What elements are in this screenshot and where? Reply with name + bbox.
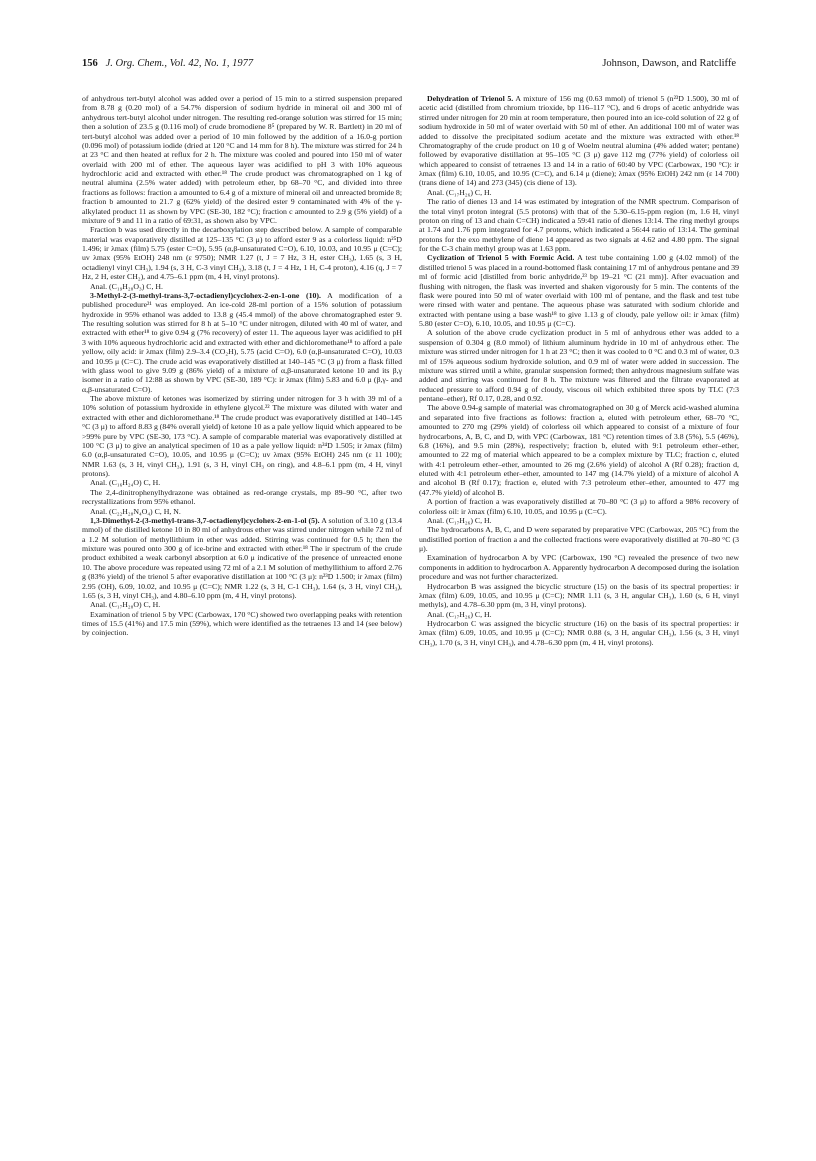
header-authors: Johnson, Dawson, and Ratcliffe [602,58,736,69]
paragraph-text: Hydrocarbon B was assigned the bicyclic structure (15) on the basis of its spectral properties: ir λmax (film) 6.09, 10.05, and 10.95 μ (C=C); NMR 1.11 (s, 3 H, angular CH₃), 1.60 (s, 6 H, vinyl methyls), and 4.78–6.30 ppm (m, 3 H, vinyl protons). [419,581,739,610]
paragraph [419,553,739,581]
paragraph-text: Examination of trienol 5 by VPC (Carbowax, 170 °C) showed two overlapping peaks with retention times of 15.5 (41%) and 17.5 min (59%), which were identified as the tetraenes 13 and 14 (see below) by coinjection. [82,609,402,638]
paragraph-text: Anal. (C₁₇H₂₆) C, H. [427,187,492,197]
paragraph [82,507,402,516]
paragraph-text: Fraction b was used directly in the decarboxylation step described below. A sample of comparable material was evaporatively distilled at 125–135 °C (3 μ) to afford ester 9 as a colorless liquid: n²⁵D 1.496; ir λmax (film) 5.75 (ester C=O), 5.95 (α,β-unsaturated C=O), 6.10, 10.03, and 10.95 μ (C=C); uv λmax (95% EtOH) 248 nm (ε 9750); NMR 1.27 (t, J = 7 Hz, 3 H, ester CH₃), 1.65 (s, 3 H, octadienyl vinyl CH₃), 1.94 (s, 3 H, C-3 vinyl CH₃), 3.18 (t, J = 4 Hz, 1 H, C-4 proton), 4.16 (q, J = 7 Hz, 2 H, ester CH₂), and 4.75–6.1 ppm (m, 4 H, vinyl protons). [82,225,402,282]
paragraph-text: of anhydrous tert-butyl alcohol was added over a period of 15 min to a stirred suspension prepared from 8.78 g (0.20 mol) of a 54.7% dispersion of sodium hydride in mineral oil and 300 ml of anhydrous tert-butyl alcohol under nitrogen. The resulting red-orange solution was stirred for 15 min; then a solution of 23.5 g (0.116 mol) of crude bromodiene 8⁵ (prepared by W. R. Bartlett) in 20 ml of tert-butyl alcohol was added over a period of 10 min followed by the addition of a 16.0-g portion (0.096 mol) of potassium iodide (dried at 120 °C and 14 mm for 8 h). The mixture was stirred for 24 h at 23 °C and then heated at reflux for 2 h. The mixture was cooled and poured into 150 ml of water overlaid with 200 ml of ether. The aqueous layer was acidified to pH 3 with 10% aqueous hydrochloric acid and extracted with ether.¹⁸ The crude product was chromatographed on 1 kg of neutral alumina (2.5% water added) with petroleum ether, bp 68–70 °C, and divided into three fractions as follows: fraction a amounted to 6.4 g of a mixture of mineral oil and unreacted bromide 8; fraction b amounted to 21.7 g (62% yield) of the desired ester 9 contaminated with 4% of the γ-alkylated product 11 as shown by VPC (SE-30, 182 °C); fraction c amounted to 2.9 g (5% yield) of a mixture of 9 and 11 in a ratio of 69:31, as shown also by VPC. [82,94,402,225]
paragraph [419,516,739,525]
paragraph-text: Anal. (C₁₉H₂₈O₃) C, H. [90,281,163,291]
paragraph [419,403,739,497]
paragraph [82,610,402,638]
paragraph [419,619,739,647]
paragraph [419,328,739,403]
paragraph-text: A modification of a published procedure²¹ was employed. An ice-cold 28-ml portion of a 15% solution of potassium hydroxide in 95% ethanol was added to 13.8 g (45.4 mmol) of the above chromatographed ester 9. The resulting solution was stirred for 8 h at 5–10 °C under nitrogen, diluted with 40 ml of water, and extracted with ether¹⁸ to give 0.94 g (7% recovery) of ester 11. The aqueous layer was acidified to pH 3 with 10% aqueous hydrochloric acid and extracted with ether and dichloromethane¹⁸ to afford a pale yellow, oily acid: ir λmax (film) 2.9–3.4 (CO₂H), 5.75 (acid C=O), 6.0 (α,β-unsaturated C=O), 10.03 and 10.95 μ (C=C). The crude acid was evaporatively distilled at 140–145 °C (3 μ) from a flask filled with glass wool to give 9.09 g (86% yield) of a mixture of α,β-unsaturated ketone 10 and its β,γ isomer in a ratio of 12:88 as shown by VPC (SE-30, 189 °C): ir λmax (film) 5.83 and 6.0 μ (β,γ- and α,β-unsaturated C=O). [82,290,402,394]
paragraph-text: A solution of the above crude cyclization product in 5 ml of anhydrous ether was added to a suspension of 0.304 g (8.0 mmol) of lithium aluminum hydride in 10 ml of anhydrous ether. The mixture was stirred under nitrogen for 1 h at 23 °C; then it was cooled to 0 °C and 0.3 ml of water, 0.3 ml of 15% aqueous sodium hydroxide solution, and 0.9 ml of water were added in succession. The mixture was stirred until a white, granular suspension formed; then anhydrous magnesium sulfate was added and stirring was continued for 8 h. The mixture was filtered and the filtrate evaporated at reduced pressure to afford 0.94 g of cloudy, viscous oil which exhibited three spots by TLC (7:3 pentane–ether), Rf 0.17, 0.28, and 0.92. [419,328,739,403]
journal-citation: J. Org. Chem., Vol. 42, No. 1, 1977 [105,58,254,69]
paragraph-text: Anal. (C₁₇H₂₆) C, H. [427,609,492,619]
section-heading: Dehydration of Trienol 5. [427,94,514,103]
paragraph [419,188,739,197]
paragraph [82,516,402,600]
paragraph [82,94,402,225]
paragraph [419,497,739,516]
paragraph [419,582,739,610]
paragraph-text: The above mixture of ketones was isomerized by stirring under nitrogen for 3 h with 39 ml of a 10% solution of potassium hydroxide in ethylene glycol.²² The mixture was diluted with water and extracted with ether and dichloromethane.¹⁸ The crude product was evaporatively distilled at 140–145 °C (3 μ) to afford 8.83 g (84% overall yield) of ketone 10 as a pale yellow liquid which appeared to be >99% pure by VPC (SE-30, 173 °C). A sample of comparable material was evaporatively distilled at 100 °C (3 μ) to give an analytical specimen of 10 as a pale yellow liquid: n²⁴D 1.505; ir λmax (film) 6.0 (α,β-unsaturated C=O), 10.05, and 10.95 μ (C=C); uv λmax (95% EtOH) 245 nm (ε 11 100); NMR 1.63 (s, 3 H, vinyl CH₃), 1.91 (s, 3 H, vinyl CH₃ on ring), and 4.8–6.1 ppm (m, 4 H, vinyl protons). [82,394,402,478]
paragraph [82,225,402,281]
section-heading: 3-Methyl-2-(3-methyl-trans-3,7-octadienyl)cyclohex-2-en-1-one (10). [90,290,321,300]
paragraph-text: Hydrocarbon C was assigned the bicyclic structure (16) on the basis of its spectral properties: ir λmax (film) 6.09, 10.05, and 10.95 μ (C=C); NMR 0.88 (s, 3 H, angular CH₃), 1.56 (s, 3 H, vinyl CH₃), 1.70 (s, 3 H, vinyl CH₃), and 4.78–6.30 ppm (m, 4 H, vinyl protons). [419,619,739,647]
paragraph-text: A test tube containing 1.00 g (4.02 mmol) of the distilled trienol 5 was placed in a round-bottomed flask containing 17 ml of anhydrous pentane and 39 ml of formic acid [distilled from boric anhydride,²³ bp 19–21 °C (21 mm)]. After evacuation and flushing with nitrogen, the flask was inverted and shaken vigorously for 5 min. The contents of the flask were poured into 50 ml of water overlaid with 100 ml of pentane, and the flask and test tube were rinsed with water and pentane. The aqueous phase was saturated with sodium chloride and extracted with pentane using a base wash¹⁸ to give 1.13 g of cloudy, pale yellow oil: ir λmax (film) 5.80 (ester C=O), 6.10, 10.05, and 10.95 μ (C=C). [419,253,739,328]
paragraph [419,197,739,253]
paragraph-text: The above 0.94-g sample of material was chromatographed on 30 g of Merck acid-washed alumina and separated into five fractions as follows: fraction a, eluted with petroleum ether, 68–70 °C, amounted to 270 mg (29% yield) of colorless oil which appeared to consist of a mixture of four hydrocarbons, A, B, C, and D, with VPC (Carbowax, 181 °C) retention times of 3.8 (5%), 5.5 (46%), 6.8 (16%), and 9.5 min (28%), respectively; fraction b, eluted with 9:1 petroleum ether–ether, amounted to 22 mg of material which appeared to be a complex mixture by TLC; fraction c, eluted with 4:1 petroleum ether–ether, amounted to 26 mg (2.6% yield) of alcohol A (Rf 0.28); fraction d, eluted with 4:1 petroleum ether–ether, amounted to 147 mg (14.7% yield) of a mixture of alcohol A and alcohol B (Rf 0.17); fraction e, eluted with 7:3 petroleum ether–ether, amounted to 477 mg (47.7% yield) of alcohol B. [419,403,739,497]
left-column [82,94,402,638]
paragraph [82,282,402,291]
paragraph-text: Anal. (C₂₂H₂₈N₄O₄) C, H, N. [90,506,181,516]
paragraph-text: Anal. (C₁₇H₂₆) C, H. [427,515,492,525]
header-left [82,58,253,69]
paragraph-text: The ratio of dienes 13 and 14 was estimated by integration of the NMR spectrum. Comparison of the total vinyl proton integral (5.5 protons) with that of the 5.30–6.15-ppm region (m, 1.6 H, vinyl proton on ring of 13 and chain C=CH) indicated a 59:41 ratio of dienes 13:14. The ring methyl groups at 1.74 and 1.76 ppm integrated for 4.7 protons, which indicated a 56:44 ratio of 13:14. The geminal protons for the exo methylene of diene 14 appeared as two signals at 4.62 and 4.80 ppm. The signal for the C-3 chain methyl group was at 1.63 ppm. [419,197,739,253]
paragraph-text: A solution of 3.10 g (13.4 mmol) of the distilled ketone 10 in 80 ml of anhydrous ether was stirred under nitrogen while 72 ml of a 1.2 M solution of methyllithium in ether was added. Stirring was continued for 0.5 h; then the mixture was poured onto 300 g of ice-brine and extracted with ether.¹⁸ The ir spectrum of the crude product exhibited a weak carbonyl absorption at 6.0 μ indicative of the presence of unreacted enone 10. The above procedure was repeated using 72 ml of a 2.1 M solution of methyllithium to afford 2.76 g (83% yield) of the trienol 5 after evaporative distillation at 100 °C (3 μ): n²³D 1.500; ir λmax (film) 2.95 (OH), 6.09, 10.02, and 10.95 μ (C=C); NMR 1.22 (s, 3 H, C-1 CH₃), 1.64 (s, 3 H, vinyl CH₃), 1.65 (s, 3 H, vinyl CH₃), and 4.80–6.10 ppm (m, 4 H, vinyl protons). [82,515,402,600]
section-heading: 1,3-Dimethyl-2-(3-methyl-trans-3,7-octadienyl)cyclohex-2-en-1-ol (5). [90,515,320,525]
paragraph [419,525,739,553]
paragraph-text: Anal. (C₁₆H₂₄O) C, H. [90,478,161,488]
paragraph [419,253,739,328]
paragraph [82,478,402,487]
paragraph-text: The hydrocarbons A, B, C, and D were separated by preparative VPC (Carbowax, 205 °C) from the undistilled portion of fraction a and the collected fractions were evaporatively distilled at 70–80 °C (3 μ). [419,525,739,553]
paragraph-text: A mixture of 156 mg (0.63 mmol) of trienol 5 (n²³D 1.500), 30 ml of acetic acid (distilled from chromium trioxide, bp 116–117 °C), and 6 drops of acetic anhydride was stirred under nitrogen for 20 min at room temperature, then poured into an ice-cold solution of 22 g of sodium hydroxide in 50 ml of water overlaid with 50 ml of ether. An additional 100 ml of water was added to dissolve the precipitated sodium acetate and the mixture was extracted with ether.¹⁸ Chromatography of the crude product on 10 g of Woelm neutral alumina (4% added water; pentane) followed by evaporative distillation at 95–105 °C (3 μ) gave 112 mg (77% yield) of colorless oil which appeared to consist of tetraenes 13 and 14 in a ratio of 60:40 by VPC (Carbowax, 190 °C): ir λmax (film) 6.10, 10.05, and 10.95 (C=C), and 6.14 μ (diene); λmax (95% EtOH) 242 nm (ε 14 700) (trans diene of 14) and 273 (345) (cis diene of 13). [419,94,739,188]
right-column [419,94,739,647]
paragraph [419,94,739,188]
paragraph [82,488,402,507]
page-header [82,58,736,74]
paragraph [82,291,402,394]
paragraph-text: Examination of hydrocarbon A by VPC (Carbowax, 190 °C) revealed the presence of two new components in addition to hydrocarbon A. Apparently hydrocarbon A decomposed during the isolation procedure and was not further characterized. [419,553,739,582]
paragraph [419,610,739,619]
paragraph-text: A portion of fraction a was evaporatively distilled at 70–80 °C (3 μ) to afford a 98% recovery of colorless oil: ir λmax (film) 6.10, 10.05, and 10.95 μ (C=C). [419,497,739,516]
page-number: 156 [82,58,98,69]
paragraph-text: Anal. (C₁₇H₂₈O) C, H. [90,600,161,610]
paragraph-text: The 2,4-dinitrophenylhydrazone was obtained as red-orange crystals, mp 89–90 °C, after two recrystallizations from 95% ethanol. [82,487,402,507]
section-heading: Cyclization of Trienol 5 with Formic Acid. [427,253,575,263]
paragraph [82,600,402,609]
paragraph [82,394,402,478]
